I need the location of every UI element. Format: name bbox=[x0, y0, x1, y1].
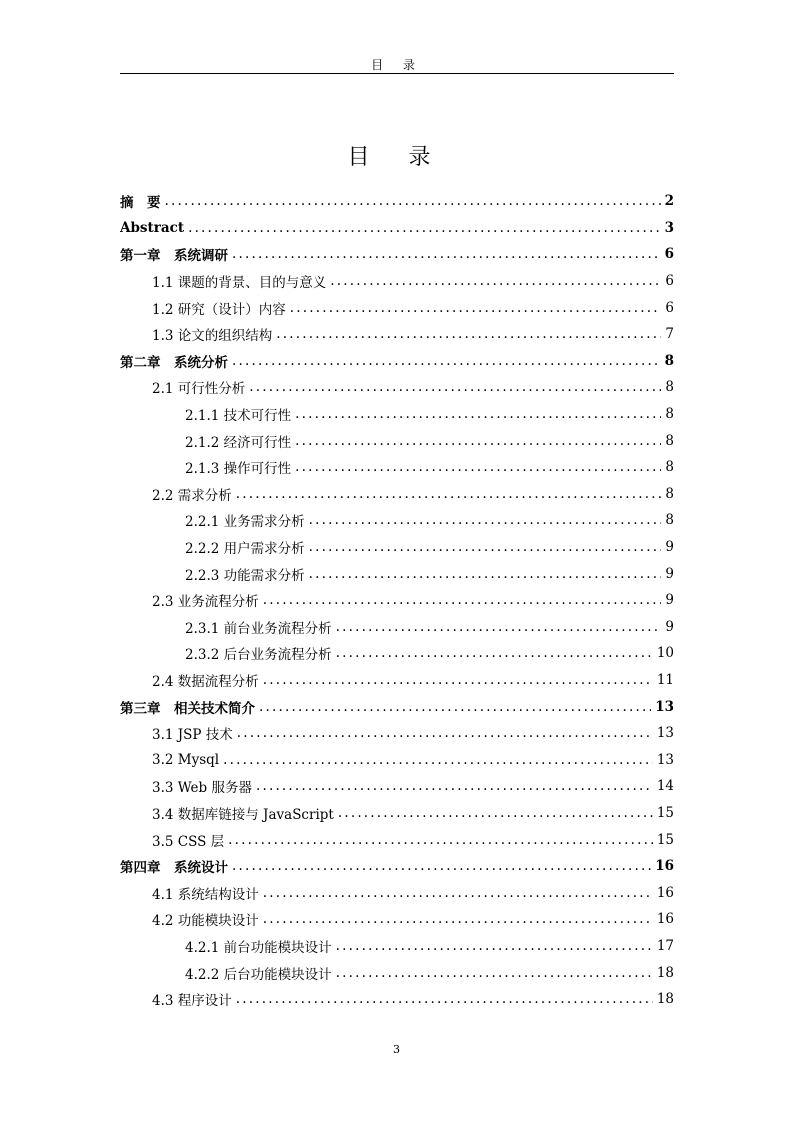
toc-leader-dots bbox=[188, 220, 661, 236]
toc-entry[interactable] bbox=[120, 454, 674, 481]
toc-entry[interactable] bbox=[120, 906, 674, 933]
toc-entry[interactable] bbox=[120, 241, 674, 268]
toc-leader-dots bbox=[223, 752, 653, 768]
toc-leader-dots bbox=[232, 353, 661, 369]
toc-entry[interactable] bbox=[120, 321, 674, 348]
toc-entry-page: 9 bbox=[665, 539, 674, 556]
toc-leader-dots bbox=[259, 699, 651, 715]
toc-leader-dots bbox=[336, 965, 653, 981]
toc-entry[interactable] bbox=[120, 746, 674, 773]
toc-entry[interactable] bbox=[120, 986, 674, 1013]
toc-entry-page: 13 bbox=[656, 751, 674, 768]
toc-entry-label: 第一章 系统调研 bbox=[120, 248, 228, 265]
toc-entry-page: 9 bbox=[665, 565, 674, 582]
toc-entry-page: 6 bbox=[665, 273, 674, 290]
toc-entry-page: 6 bbox=[665, 299, 674, 316]
toc-entry[interactable] bbox=[120, 800, 674, 827]
toc-leader-dots bbox=[338, 805, 653, 821]
toc-leader-dots bbox=[309, 512, 662, 528]
toc-entry-label: 3.5 CSS 层 bbox=[152, 833, 225, 850]
toc-entry-label: 4.2.2 后台功能模块设计 bbox=[185, 966, 332, 983]
toc-leader-dots bbox=[256, 778, 653, 794]
toc-entry-page: 8 bbox=[665, 379, 674, 396]
toc-leader-dots bbox=[228, 832, 653, 848]
toc-leader-dots bbox=[249, 379, 661, 395]
toc-entry-label: 1.1 课题的背景、目的与意义 bbox=[152, 275, 327, 292]
toc-entry-label: 2.4 数据流程分析 bbox=[152, 673, 259, 690]
toc-entry-page: 6 bbox=[664, 246, 674, 263]
toc-leader-dots bbox=[336, 938, 653, 954]
toc-entry[interactable] bbox=[120, 693, 674, 720]
toc-entry[interactable] bbox=[120, 587, 674, 614]
toc-leader-dots bbox=[336, 619, 662, 635]
toc-entry-page: 13 bbox=[655, 698, 674, 715]
toc-leader-dots bbox=[330, 273, 661, 289]
toc-entry-label: 2.3.1 前台业务流程分析 bbox=[185, 620, 332, 637]
toc-entry-page: 17 bbox=[656, 937, 674, 954]
toc-entry[interactable] bbox=[120, 481, 674, 508]
toc-entry[interactable] bbox=[120, 348, 674, 375]
toc-entry-page: 9 bbox=[665, 618, 674, 635]
toc-entry-page: 8 bbox=[665, 459, 674, 476]
toc-entry-page: 8 bbox=[665, 512, 674, 529]
toc-leader-dots bbox=[309, 539, 662, 555]
toc-entry[interactable] bbox=[120, 188, 674, 215]
toc-entry-page: 9 bbox=[665, 592, 674, 609]
toc-entry[interactable] bbox=[120, 534, 674, 561]
toc-entry-label: 2.2.3 功能需求分析 bbox=[185, 567, 305, 584]
toc-entry-label: 3.2 Mysql bbox=[152, 751, 220, 768]
toc-entry-label: 2.3 业务流程分析 bbox=[152, 594, 259, 611]
toc-leader-dots bbox=[263, 885, 653, 901]
toc-leader-dots bbox=[295, 433, 661, 449]
toc-entry[interactable] bbox=[120, 268, 674, 295]
running-header: 目 录 bbox=[371, 58, 423, 72]
toc-leader-dots bbox=[336, 645, 653, 661]
toc-entry-label: 1.3 论文的组织结构 bbox=[152, 328, 273, 345]
toc-entry[interactable] bbox=[120, 215, 674, 242]
toc-leader-dots bbox=[309, 566, 662, 582]
toc-entry-label: 第二章 系统分析 bbox=[120, 354, 228, 371]
toc-entry-label: 2.1 可行性分析 bbox=[152, 381, 246, 398]
toc-entry[interactable] bbox=[120, 826, 674, 853]
toc-entry-label: 2.2 需求分析 bbox=[152, 487, 232, 504]
toc-entry[interactable] bbox=[120, 614, 674, 641]
toc-entry-page: 16 bbox=[656, 911, 674, 928]
toc-entry[interactable] bbox=[120, 959, 674, 986]
toc-leader-dots bbox=[232, 858, 651, 874]
table-of-contents bbox=[120, 188, 674, 1012]
toc-leader-dots bbox=[236, 991, 653, 1007]
toc-entry[interactable] bbox=[120, 294, 674, 321]
toc-entry-page: 8 bbox=[664, 352, 674, 369]
toc-leader-dots bbox=[295, 459, 661, 475]
toc-entry-label: 3.1 JSP 技术 bbox=[152, 727, 233, 744]
toc-entry[interactable] bbox=[120, 667, 674, 694]
toc-entry-page: 3 bbox=[664, 219, 674, 236]
page-title: 目 录 bbox=[347, 145, 447, 170]
toc-entry-page: 15 bbox=[656, 831, 674, 848]
toc-entry-page: 11 bbox=[656, 671, 674, 688]
toc-entry-label: 3.4 数据库链接与 JavaScript bbox=[152, 806, 334, 823]
toc-entry-page: 10 bbox=[656, 645, 674, 662]
toc-entry-label: 4.1 系统结构设计 bbox=[152, 886, 259, 903]
header-rule bbox=[120, 73, 674, 74]
toc-entry-label: 摘 要 bbox=[120, 195, 161, 212]
toc-entry-label: 1.2 研究（设计）内容 bbox=[152, 301, 286, 318]
toc-entry[interactable] bbox=[120, 853, 674, 880]
toc-entry[interactable] bbox=[120, 401, 674, 428]
toc-entry-label: 2.3.2 后台业务流程分析 bbox=[185, 647, 332, 664]
toc-leader-dots bbox=[263, 672, 653, 688]
toc-entry-label: 第四章 系统设计 bbox=[120, 860, 228, 877]
toc-entry[interactable] bbox=[120, 933, 674, 960]
toc-leader-dots bbox=[165, 193, 661, 209]
toc-leader-dots bbox=[237, 725, 653, 741]
toc-entry-label: 3.3 Web 服务器 bbox=[152, 780, 252, 797]
toc-entry-page: 7 bbox=[665, 326, 674, 343]
page-number: 3 bbox=[393, 1043, 400, 1056]
toc-entry-page: 14 bbox=[656, 778, 674, 795]
toc-entry-label: 2.1.2 经济可行性 bbox=[185, 434, 292, 451]
toc-leader-dots bbox=[276, 326, 661, 342]
toc-entry-label: 4.2 功能模块设计 bbox=[152, 913, 259, 930]
toc-entry-label: 2.2.1 业务需求分析 bbox=[185, 514, 305, 531]
toc-entry-page: 16 bbox=[656, 884, 674, 901]
toc-entry[interactable] bbox=[120, 560, 674, 587]
toc-leader-dots bbox=[295, 406, 661, 422]
toc-entry[interactable] bbox=[120, 427, 674, 454]
toc-entry-page: 8 bbox=[665, 406, 674, 423]
toc-entry-label: Abstract bbox=[120, 219, 185, 236]
toc-entry-page: 18 bbox=[656, 991, 674, 1008]
toc-entry-page: 15 bbox=[656, 804, 674, 821]
toc-leader-dots bbox=[263, 911, 653, 927]
toc-entry[interactable] bbox=[120, 773, 674, 800]
toc-entry[interactable] bbox=[120, 720, 674, 747]
toc-leader-dots bbox=[236, 486, 662, 502]
toc-entry[interactable] bbox=[120, 374, 674, 401]
toc-entry-page: 16 bbox=[655, 858, 674, 875]
toc-entry-label: 第三章 相关技术简介 bbox=[120, 700, 255, 717]
toc-entry[interactable] bbox=[120, 507, 674, 534]
toc-entry-page: 18 bbox=[656, 964, 674, 981]
toc-entry-label: 2.1.3 操作可行性 bbox=[185, 461, 292, 478]
toc-leader-dots bbox=[232, 246, 661, 262]
toc-entry-page: 2 bbox=[664, 193, 674, 210]
toc-entry-page: 8 bbox=[665, 485, 674, 502]
toc-entry[interactable] bbox=[120, 879, 674, 906]
toc-entry-label: 2.1.1 技术可行性 bbox=[185, 408, 292, 425]
toc-entry-label: 4.2.1 前台功能模块设计 bbox=[185, 939, 332, 956]
toc-entry-label: 2.2.2 用户需求分析 bbox=[185, 541, 305, 558]
toc-leader-dots bbox=[290, 300, 662, 316]
toc-entry-label: 4.3 程序设计 bbox=[152, 993, 232, 1010]
toc-entry-page: 13 bbox=[656, 725, 674, 742]
toc-entry-page: 8 bbox=[665, 432, 674, 449]
toc-entry[interactable] bbox=[120, 640, 674, 667]
toc-leader-dots bbox=[263, 592, 662, 608]
